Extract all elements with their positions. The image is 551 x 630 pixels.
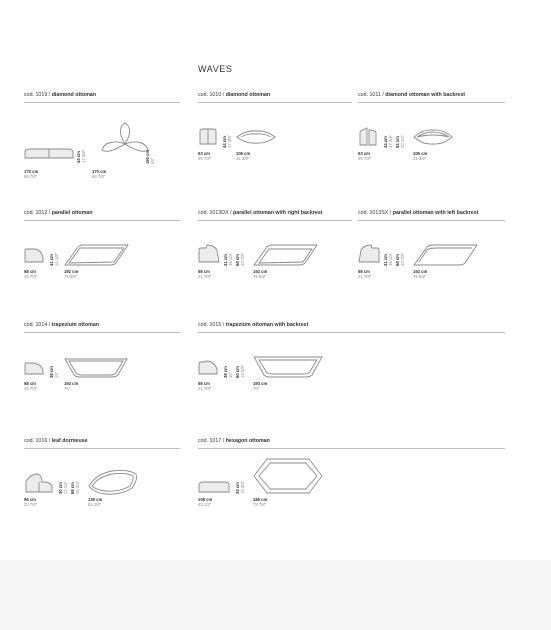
dim-cm: 192 cm — [64, 269, 79, 274]
dimension-length — [253, 381, 267, 391]
product-name: hexagon ottoman — [225, 438, 270, 444]
dim-in: 15" — [54, 371, 59, 378]
dim-cm: 58 cm — [24, 269, 36, 274]
front-view-drawing — [24, 472, 54, 494]
dim-cm: 38 cm — [223, 366, 228, 378]
dim-cm: 50 cm — [235, 366, 240, 378]
dim-cm: 192 cm — [253, 269, 268, 274]
dim-in: 22 7/8" — [358, 274, 372, 279]
dimension-length — [413, 151, 427, 161]
dim-cm: 41 cm — [383, 254, 388, 266]
dim-cm: 170 cm — [92, 169, 107, 174]
dim-in: 22 7/8" — [24, 274, 38, 279]
dim-in: 11 3/4" — [63, 481, 68, 494]
dimension-width — [24, 269, 37, 279]
dim-in: 16 1/8" — [228, 252, 233, 266]
dim-cm: 185 cm — [253, 497, 268, 502]
dim-cm: 105 cm — [413, 151, 428, 156]
dimension-length — [253, 497, 267, 507]
dimension-width — [24, 169, 38, 179]
dim-in: 76" — [253, 386, 260, 391]
dimension-height — [223, 253, 233, 266]
dim-cm: 58 cm — [198, 269, 210, 274]
product-name: parallel ottoman with right backrest — [233, 210, 323, 216]
dimension-width — [198, 269, 211, 279]
product-code: cod. 1016 / — [24, 438, 52, 444]
dim-cm: 52 cm — [395, 136, 400, 148]
dimension-height — [383, 135, 393, 148]
dim-in: 41 3/8" — [413, 156, 427, 161]
dim-in: 17 3/8" — [81, 149, 86, 163]
dim-in: 16 1/8" — [54, 252, 59, 266]
dim-in: 16 1/8" — [388, 252, 393, 266]
dim-cm: 44 cm — [222, 136, 227, 148]
dim-in: 17 3/8" — [227, 134, 232, 148]
dim-in: 72 7/8" — [253, 502, 267, 507]
product-header — [24, 322, 180, 333]
dim-cm: 38 cm — [49, 366, 54, 378]
dim-cm: 108 cm — [198, 497, 213, 502]
top-view-drawing — [253, 458, 323, 494]
dimension-width — [24, 381, 37, 391]
front-view-drawing — [24, 248, 44, 264]
product-1013dx-parallel-ottoman-right-backrest — [198, 210, 352, 290]
dim-cm: 53 cm — [198, 151, 210, 156]
product-name: parallel ottoman — [51, 210, 93, 216]
dim-cm: 58 cm — [358, 269, 370, 274]
dim-cm: 170 cm — [24, 169, 39, 174]
dim-in: 76" — [64, 386, 71, 391]
front-view-drawing — [198, 480, 230, 494]
product-header — [24, 210, 180, 221]
product-1017-hexagon-ottoman — [198, 438, 505, 518]
dimension-width — [198, 151, 211, 161]
product-name: trapezium ottoman with backrest — [225, 322, 309, 328]
dim-in: 19 5/8" — [240, 364, 245, 378]
page-footer-band — [0, 560, 551, 630]
dim-cm: 193 cm — [64, 381, 79, 386]
dim-in: 63" — [150, 157, 155, 164]
product-header — [198, 92, 352, 103]
dimension-height — [223, 366, 233, 378]
dim-in: 26 3/4" — [75, 480, 80, 494]
top-view-drawing — [413, 244, 479, 266]
dim-in: 75 5/8" — [64, 274, 78, 279]
dim-cm: 34 cm — [235, 482, 240, 494]
dim-cm: 58 cm — [395, 254, 400, 266]
dim-in: 22 7/8" — [198, 274, 212, 279]
dimension-width — [24, 497, 37, 507]
product-1010-diamond-ottoman — [198, 92, 352, 192]
front-view-drawing — [198, 244, 220, 264]
dim-cm: 41 cm — [223, 254, 228, 266]
dim-in: 22 7/8" — [400, 252, 405, 266]
dimension-backrest-height — [70, 481, 80, 494]
product-1013sx-parallel-ottoman-left-backrest — [358, 210, 505, 290]
product-code: cod. 1019 / — [24, 92, 52, 98]
dim-cm: 58 cm — [235, 254, 240, 266]
product-header — [198, 210, 352, 221]
top-view-drawing — [253, 356, 323, 378]
dim-cm: 105 cm — [236, 151, 251, 156]
dimension-width — [358, 269, 371, 279]
dim-in: 53 1/8" — [88, 502, 102, 507]
product-header — [358, 210, 505, 221]
dimension-height — [383, 253, 393, 266]
dim-cm: 44 cm — [76, 151, 81, 163]
dimension-length — [88, 497, 102, 507]
dim-cm: 44 cm — [383, 136, 388, 148]
dim-in: 17 3/8" — [388, 134, 393, 148]
front-view-drawing — [358, 244, 380, 264]
dim-cm: 58 cm — [24, 381, 36, 386]
dim-cm: 58 cm — [198, 381, 210, 386]
product-code: cod. 1013SX / — [358, 210, 393, 216]
dim-in: 20 1/2" — [400, 134, 405, 148]
product-name: parallel ottoman with left backrest — [392, 210, 479, 216]
dim-cm: 135 cm — [88, 497, 103, 502]
product-name: diamond ottoman — [51, 92, 97, 98]
front-view-drawing — [198, 128, 218, 146]
dim-in: 33 7/8" — [24, 502, 38, 507]
dim-in: 42 1/2" — [198, 502, 212, 507]
dimension-width — [198, 381, 211, 391]
dim-cm: 53 cm — [358, 151, 370, 156]
product-1011-diamond-ottoman-with-backrest — [358, 92, 505, 192]
product-1019-diamond-ottoman — [24, 92, 180, 192]
dim-cm: 41 cm — [49, 254, 54, 266]
dimension-height — [235, 481, 245, 494]
product-1014-trapezium-ottoman — [24, 322, 180, 402]
dim-in: 22 7/8" — [24, 386, 38, 391]
dimension-width — [198, 497, 212, 507]
dim-cm: 68 cm — [70, 482, 75, 494]
dim-in: 66 7/8" — [92, 174, 106, 179]
dimension-height — [58, 481, 68, 494]
product-code: cod. 1011 / — [358, 92, 386, 98]
dimension-length — [236, 151, 250, 161]
product-1015-trapezium-ottoman-with-backrest — [198, 322, 505, 402]
product-1012-parallel-ottoman — [24, 210, 180, 290]
dimension-length — [92, 169, 106, 179]
front-view-drawing — [24, 144, 74, 162]
dim-cm: 192 cm — [413, 269, 428, 274]
dimension-backrest-height — [235, 365, 245, 378]
top-view-drawing — [64, 358, 128, 378]
dim-cm: 30 cm — [58, 482, 63, 494]
product-code: cod. 1017 / — [198, 438, 226, 444]
product-code: cod. 1014 / — [24, 322, 52, 328]
front-view-drawing — [198, 360, 218, 376]
dimension-length — [64, 269, 78, 279]
dim-cm: 160 cm — [145, 149, 150, 164]
top-view-drawing — [253, 244, 319, 266]
product-1016-leaf-dormeuse — [24, 438, 180, 518]
dimension-length — [253, 269, 267, 279]
top-view-drawing — [236, 130, 276, 144]
dim-in: 15" — [228, 371, 233, 378]
top-view-drawing — [100, 122, 150, 166]
dimension-height — [49, 253, 59, 266]
dim-cm: 96 cm — [24, 497, 36, 502]
top-view-drawing — [64, 244, 130, 266]
dimension-height — [222, 135, 232, 148]
front-view-drawing — [358, 127, 378, 147]
product-name: trapezium ottoman — [51, 322, 100, 328]
product-code: cod. 1013DX / — [198, 210, 234, 216]
dim-in: 41 3/8" — [236, 156, 250, 161]
dimension-backrest-height — [395, 253, 405, 266]
product-code: cod. 1012 / — [24, 210, 52, 216]
front-view-drawing — [24, 362, 44, 376]
dim-in: 20 7/8" — [358, 156, 372, 161]
dim-in: 66 7/8" — [24, 174, 38, 179]
dim-in: 20 7/8" — [198, 156, 212, 161]
product-name: leaf dormeuse — [51, 438, 88, 444]
dim-in: 13 3/8" — [240, 480, 245, 494]
dimension-length — [413, 269, 427, 279]
dimension-height — [76, 150, 86, 163]
page-title: WAVES — [198, 64, 233, 74]
product-header — [24, 438, 180, 449]
dim-in: 75 5/8" — [413, 274, 427, 279]
product-header — [198, 322, 505, 333]
top-view-drawing — [88, 468, 138, 496]
dimension-depth — [145, 150, 155, 164]
product-name: diamond ottoman — [225, 92, 271, 98]
product-code: cod. 1015 / — [198, 322, 226, 328]
dimension-width — [358, 151, 371, 161]
dimension-backrest-height — [395, 135, 405, 148]
dim-in: 22 7/8" — [240, 252, 245, 266]
product-header — [358, 92, 505, 103]
product-name: diamond ottoman with backrest — [385, 92, 466, 98]
dim-cm: 193 cm — [253, 381, 268, 386]
top-view-drawing — [413, 129, 453, 145]
dim-in: 22 7/8" — [198, 386, 212, 391]
product-header — [24, 92, 180, 103]
dimension-length — [64, 381, 78, 391]
product-header — [198, 438, 505, 449]
dimension-height — [49, 366, 59, 378]
product-code: cod. 1010 / — [198, 92, 226, 98]
dimension-backrest-height — [235, 253, 245, 266]
dim-in: 75 5/8" — [253, 274, 267, 279]
